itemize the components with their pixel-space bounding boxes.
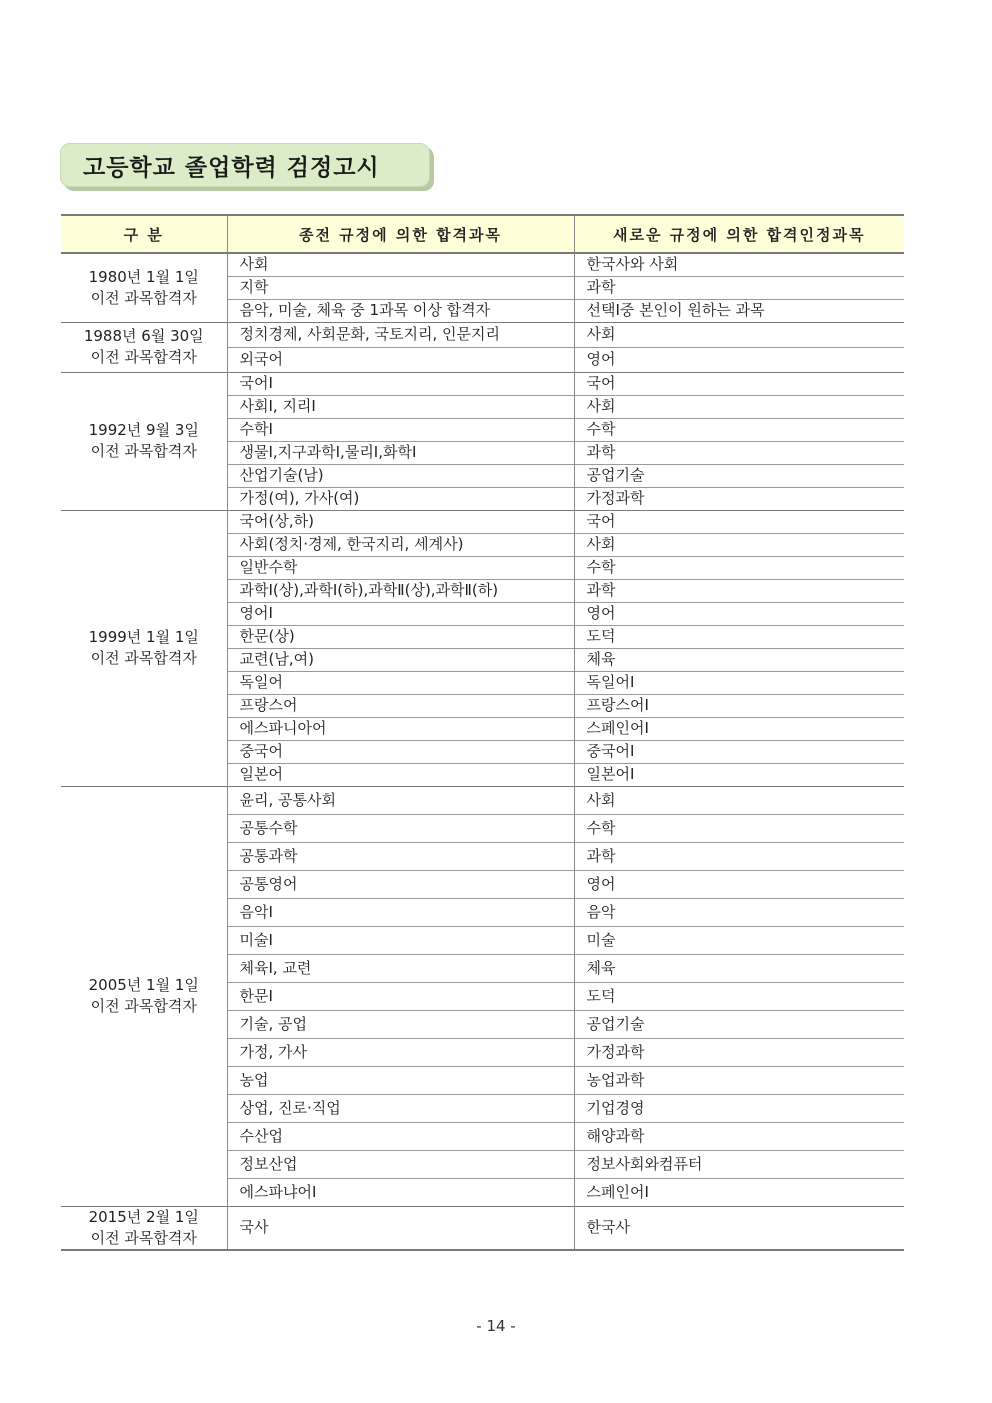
table-row (61, 1206, 904, 1250)
new-subject-cell: 사회 (574, 322, 904, 347)
old-subject-cell: 사회Ⅰ, 지리Ⅰ (227, 395, 574, 418)
old-subject-cell: 국어(상,하) (227, 510, 574, 533)
old-subject-cell: 외국어 (227, 347, 574, 372)
group-label: 2015년 2월 1일 이전 과목합격자 (61, 1206, 227, 1250)
old-subject-cell: 국어Ⅰ (227, 372, 574, 395)
old-subject-cell: 정치경제, 사회문화, 국토지리, 인문지리 (227, 322, 574, 347)
old-subject-cell: 공통수학 (227, 814, 574, 842)
new-subject-cell: 사회 (574, 395, 904, 418)
old-subject-cell: 공통과학 (227, 842, 574, 870)
new-subject-cell: 영어 (574, 602, 904, 625)
new-subject-cell: 프랑스어Ⅰ (574, 694, 904, 717)
old-subject-cell: 수산업 (227, 1122, 574, 1150)
new-subject-cell: 사회 (574, 533, 904, 556)
old-subject-cell: 기술, 공업 (227, 1010, 574, 1038)
new-subject-cell: 과학 (574, 579, 904, 602)
table-row (61, 510, 904, 533)
new-subject-cell: 도덕 (574, 625, 904, 648)
new-subject-cell: 도덕 (574, 982, 904, 1010)
group-label: 2005년 1월 1일 이전 과목합격자 (61, 786, 227, 1206)
group-label: 1992년 9월 3일 이전 과목합격자 (61, 372, 227, 510)
old-subject-cell: 과학Ⅰ(상),과학Ⅰ(하),과학Ⅱ(상),과학Ⅱ(하) (227, 579, 574, 602)
new-subject-cell: 일본어Ⅰ (574, 763, 904, 786)
new-subject-cell: 국어 (574, 510, 904, 533)
old-subject-cell: 일반수학 (227, 556, 574, 579)
page-number: - 14 - (476, 1317, 516, 1335)
old-subject-cell: 에스파니아어 (227, 717, 574, 740)
new-subject-cell: 국어 (574, 372, 904, 395)
new-subject-cell: 수학 (574, 556, 904, 579)
new-subject-cell: 체육 (574, 648, 904, 671)
new-subject-cell: 스페인어Ⅰ (574, 1178, 904, 1206)
old-subject-cell: 체육Ⅰ, 교련 (227, 954, 574, 982)
new-subject-cell: 정보사회와컴퓨터 (574, 1150, 904, 1178)
old-subject-cell: 에스파냐어Ⅰ (227, 1178, 574, 1206)
new-subject-cell: 공업기술 (574, 464, 904, 487)
old-subject-cell: 프랑스어 (227, 694, 574, 717)
old-subject-cell: 윤리, 공통사회 (227, 786, 574, 814)
new-subject-cell: 영어 (574, 347, 904, 372)
group-label: 1980년 1월 1일 이전 과목합격자 (61, 253, 227, 322)
old-subject-cell: 사회(정치·경제, 한국지리, 세계사) (227, 533, 574, 556)
old-subject-cell: 상업, 진로·직업 (227, 1094, 574, 1122)
old-subject-cell: 한문(상) (227, 625, 574, 648)
old-subject-cell: 공통영어 (227, 870, 574, 898)
group-label: 1988년 6월 30일 이전 과목합격자 (61, 322, 227, 372)
old-subject-cell: 한문Ⅰ (227, 982, 574, 1010)
new-subject-cell: 독일어Ⅰ (574, 671, 904, 694)
old-subject-cell: 교련(남,여) (227, 648, 574, 671)
old-subject-cell: 사회 (227, 253, 574, 276)
old-subject-cell: 영어Ⅰ (227, 602, 574, 625)
new-subject-cell: 과학 (574, 441, 904, 464)
table-row (61, 253, 904, 276)
new-subject-cell: 가정과학 (574, 487, 904, 510)
table-row (61, 322, 904, 347)
old-subject-cell: 정보산업 (227, 1150, 574, 1178)
new-subject-cell: 사회 (574, 786, 904, 814)
table-row (61, 786, 904, 814)
old-subject-cell: 산업기술(남) (227, 464, 574, 487)
new-subject-cell: 영어 (574, 870, 904, 898)
old-subject-cell: 국사 (227, 1206, 574, 1250)
header-old-subjects: 종전 규정에 의한 합격과목 (227, 215, 574, 253)
new-subject-cell: 기업경영 (574, 1094, 904, 1122)
new-subject-cell: 해양과학 (574, 1122, 904, 1150)
table-header-row (61, 215, 904, 253)
new-subject-cell: 체육 (574, 954, 904, 982)
old-subject-cell: 중국어 (227, 740, 574, 763)
old-subject-cell: 수학Ⅰ (227, 418, 574, 441)
new-subject-cell: 중국어Ⅰ (574, 740, 904, 763)
new-subject-cell: 한국사와 사회 (574, 253, 904, 276)
old-subject-cell: 음악Ⅰ (227, 898, 574, 926)
new-subject-cell: 수학 (574, 814, 904, 842)
new-subject-cell: 가정과학 (574, 1038, 904, 1066)
old-subject-cell: 일본어 (227, 763, 574, 786)
old-subject-cell: 가정(여), 가사(여) (227, 487, 574, 510)
subject-equivalence-table (61, 214, 904, 1251)
group-label: 1999년 1월 1일 이전 과목합격자 (61, 510, 227, 786)
new-subject-cell: 수학 (574, 418, 904, 441)
section-title-box (60, 143, 430, 187)
new-subject-cell: 미술 (574, 926, 904, 954)
old-subject-cell: 독일어 (227, 671, 574, 694)
new-subject-cell: 스페인어Ⅰ (574, 717, 904, 740)
old-subject-cell: 생물Ⅰ,지구과학Ⅰ,물리Ⅰ,화학Ⅰ (227, 441, 574, 464)
old-subject-cell: 음악, 미술, 체육 중 1과목 이상 합격자 (227, 299, 574, 322)
new-subject-cell: 선택Ⅰ중 본인이 원하는 과목 (574, 299, 904, 322)
old-subject-cell: 지학 (227, 276, 574, 299)
section-title: 고등학교 졸업학력 검정고시 (83, 154, 380, 181)
new-subject-cell: 한국사 (574, 1206, 904, 1250)
old-subject-cell: 미술Ⅰ (227, 926, 574, 954)
new-subject-cell: 공업기술 (574, 1010, 904, 1038)
new-subject-cell: 과학 (574, 276, 904, 299)
new-subject-cell: 과학 (574, 842, 904, 870)
header-category: 구 분 (61, 215, 227, 253)
old-subject-cell: 가정, 가사 (227, 1038, 574, 1066)
new-subject-cell: 음악 (574, 898, 904, 926)
table-row (61, 372, 904, 395)
old-subject-cell: 농업 (227, 1066, 574, 1094)
header-new-subjects: 새로운 규정에 의한 합격인정과목 (574, 215, 904, 253)
new-subject-cell: 농업과학 (574, 1066, 904, 1094)
